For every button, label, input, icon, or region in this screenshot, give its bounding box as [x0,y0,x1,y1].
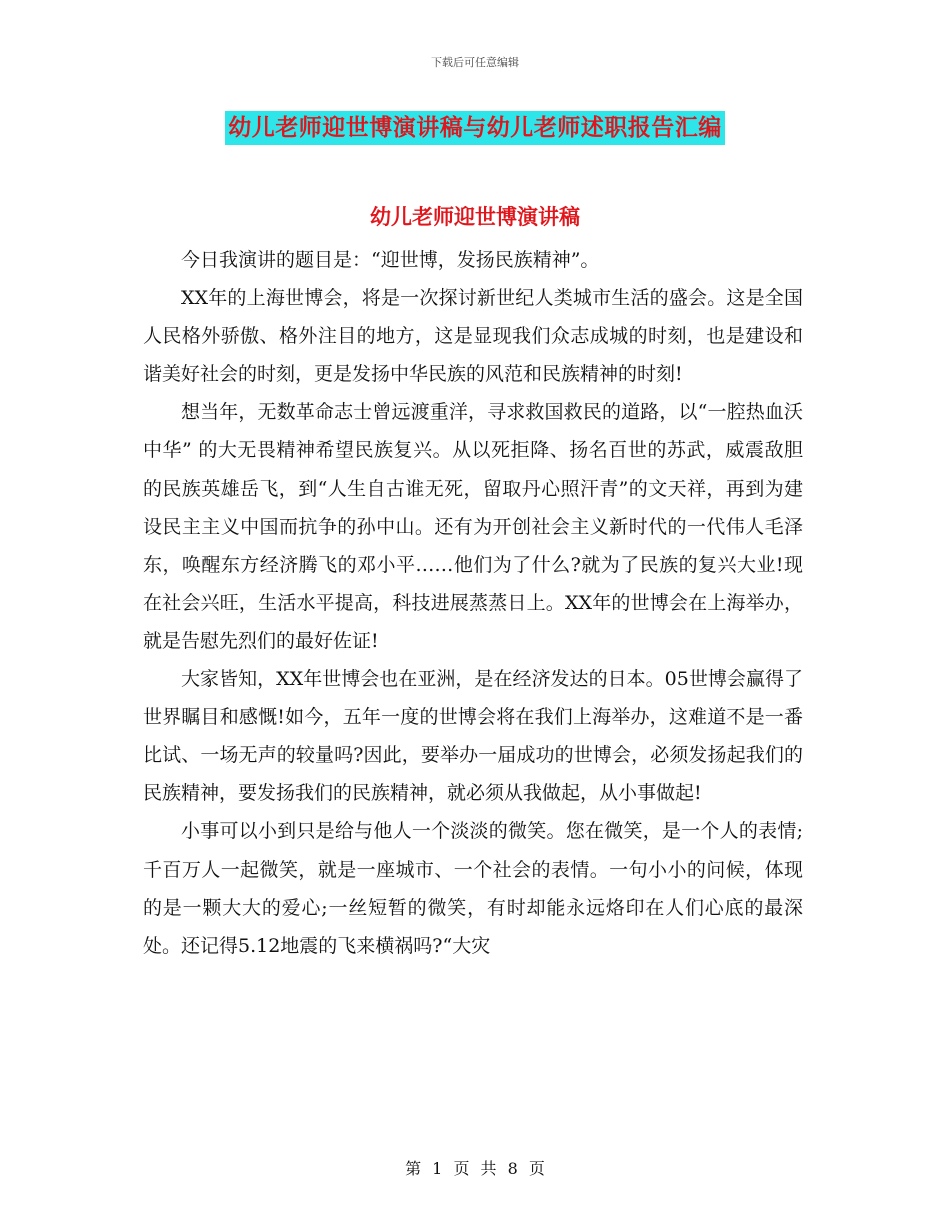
paragraph: 小事可以小到只是给与他人一个淡淡的微笑。您在微笑，是一个人的表情;千百万人一起微笑，就是一座城市、一个社会的表情。一句小小的问候，体现的是一颗大大的爱心;一丝短暂的微笑，有时却能永远烙印在人们心底的最深处。还记得5.12地震的飞来横祸吗?“大灾 [143,820,803,957]
page-number-footer: 第 1 页 共 8 页 [405,1159,545,1178]
paragraph: XX年的上海世博会，将是一次探讨新世纪人类城市生活的盛会。这是全国人民格外骄傲、格外注目的地方，这是显现我们众志成城的时刻，也是建设和谐美好社会的时刻，更是发扬中华民族的风范和民族精神的时刻! [143,287,803,386]
paragraph: 大家皆知，XX年世博会也在亚洲，是在经济发达的日本。05世博会赢得了世界瞩目和感慨!如今，五年一度的世博会将在我们上海举办，这难道不是一番比试、一场无声的较量吗?因此，要举办一届成功的世博会，必须发扬起我们的民族精神，要发扬我们的民族精神，就必须从我做起，从小事做起! [143,668,803,805]
paragraph: 想当年，无数革命志士曾远渡重洋，寻求救国救民的道路，以“一腔热血沃中华” 的大无畏精神希望民族复兴。从以死拒降、扬名百世的苏武，威震敌胆的民族英雄岳飞，到“人生自古谁无死，留取丹心照汗青”的文天祥，再到为建设民主主义中国而抗争的孙中山。还有为开创社会主义新时代的一代伟人毛泽东，唤醒东方经济腾飞的邓小平……他们为了什么?就为了民族的复兴大业!现在社会兴旺，生活水平提高，科技进展蒸蒸日上。XX年的世博会在上海举办，就是告慰先烈们的最好佐证! [143,401,803,652]
body-text [143,241,803,965]
paragraph: 今日我演讲的题目是：“迎世博，发扬民族精神”。 [181,249,600,271]
page-header-note: 下载后可任意编辑 [431,56,519,69]
main-title: 幼儿老师迎世博演讲稿与幼儿老师述职报告汇编 [225,111,725,145]
section-title: 幼儿老师迎世博演讲稿 [370,205,580,229]
main-title-container [0,111,950,145]
